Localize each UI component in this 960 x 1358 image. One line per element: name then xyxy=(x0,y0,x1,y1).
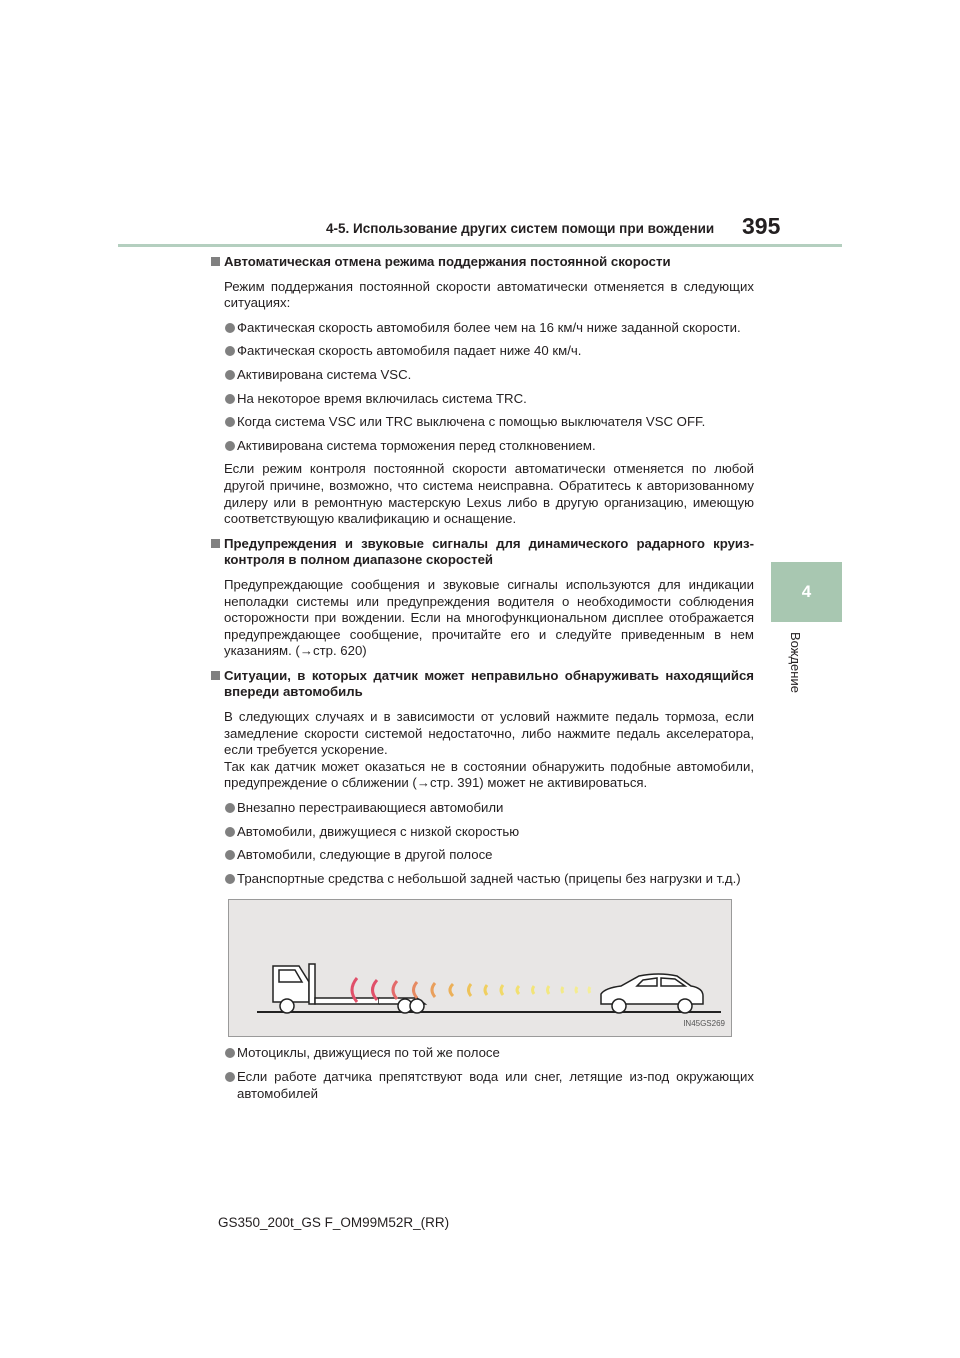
paragraph: Предупреждающие сообщения и звуковые сигналы используются для индикации неполадки системы или предупреждения водителя о необходимости соблюдения осторожности при вождении. Если на многофункциональном дисплее отображается предупреждающее сообщение, прочитайте его и следуйте приведенным в нем указаниям. (→стр. 620) xyxy=(224,576,754,659)
square-bullet-icon xyxy=(211,257,220,266)
circle-bullet-icon xyxy=(225,1048,235,1058)
truck-icon xyxy=(273,964,425,1013)
list-item: Активирована система торможения перед столкновением. xyxy=(211,438,754,455)
list-item: На некоторое время включилась система TRC. xyxy=(211,391,754,408)
square-bullet-icon xyxy=(211,539,220,548)
list-item: Фактическая скорость автомобиля более чем на 16 км/ч ниже заданной скорости. xyxy=(211,320,754,337)
chapter-number: 4 xyxy=(801,582,812,601)
circle-bullet-icon xyxy=(225,441,235,451)
list-item: Автомобили, движущиеся с низкой скоростью xyxy=(211,824,754,841)
chapter-tab xyxy=(771,562,842,622)
list-item: Активирована система VSC. xyxy=(211,367,754,384)
circle-bullet-icon xyxy=(225,1072,235,1082)
paragraph: Если режим контроля постоянной скорости автоматически отменяется по любой другой причине, возможно, что система неисправна. Обратитесь к авторизованному дилеру или в ремонтную мастерскую Lexus либо в другую организацию, имеющую соответствующую квалификацию и оснащение. xyxy=(224,461,754,527)
chapter-label: Вождение xyxy=(788,632,803,693)
section-header-title: 4-5. Использование других систем помощи при вождении xyxy=(326,221,715,236)
car-icon xyxy=(601,974,703,1013)
paragraph: Режим поддержания постоянной скорости автоматически отменяется в следующих ситуациях: xyxy=(224,278,754,311)
square-bullet-icon xyxy=(211,671,220,680)
section-heading: Автоматическая отмена режима поддержания постоянной скорости xyxy=(211,254,754,271)
paragraph: В следующих случаях и в зависимости от условий нажмите педаль тормоза, если замедление скорости системой недостаточно, либо нажмите педаль акселератора, если требуется ускорение. xyxy=(224,709,754,758)
circle-bullet-icon xyxy=(225,417,235,427)
section-heading: Ситуации, в которых датчик может неправильно обнаруживать находящийся впереди автомобиль xyxy=(211,668,754,701)
header-rule xyxy=(118,244,842,247)
page-number: 395 xyxy=(742,213,781,239)
circle-bullet-icon xyxy=(225,827,235,837)
list-item: Внезапно перестраивающиеся автомобили xyxy=(211,800,754,817)
section-heading: Предупреждения и звуковые сигналы для динамического радарного круиз-контроля в полном диапазоне скоростей xyxy=(211,536,754,569)
page-content xyxy=(211,254,754,1109)
circle-bullet-icon xyxy=(225,323,235,333)
list-item: Мотоциклы, движущиеся по той же полосе xyxy=(211,1045,754,1062)
list-item: Когда система VSC или TRC выключена с помощью выключателя VSC OFF. xyxy=(211,414,754,431)
circle-bullet-icon xyxy=(225,346,235,356)
figure-code: IN45GS269 xyxy=(683,1018,725,1028)
circle-bullet-icon xyxy=(225,370,235,380)
circle-bullet-icon xyxy=(225,850,235,860)
circle-bullet-icon xyxy=(225,874,235,884)
radar-illustration xyxy=(228,899,732,1037)
list-item: Автомобили, следующие в другой полосе xyxy=(211,847,754,864)
paragraph: Так как датчик может оказаться не в состоянии обнаружить подобные автомобили, предупреждение о сближении (→стр. 391) может не активироваться. xyxy=(224,758,754,791)
circle-bullet-icon xyxy=(225,803,235,813)
footer-doc-code: GS350_200t_GS F_OM99M52R_(RR) xyxy=(218,1215,450,1230)
circle-bullet-icon xyxy=(225,394,235,404)
truck-car-radar-drawing xyxy=(229,900,731,1036)
list-item: Фактическая скорость автомобиля падает ниже 40 км/ч. xyxy=(211,343,754,360)
list-item: Транспортные средства с небольшой задней частью (прицепы без нагрузки и т.д.) xyxy=(211,871,754,888)
list-item: Если работе датчика препятствуют вода или снег, летящие из-под окружающих автомобилей xyxy=(211,1069,754,1102)
